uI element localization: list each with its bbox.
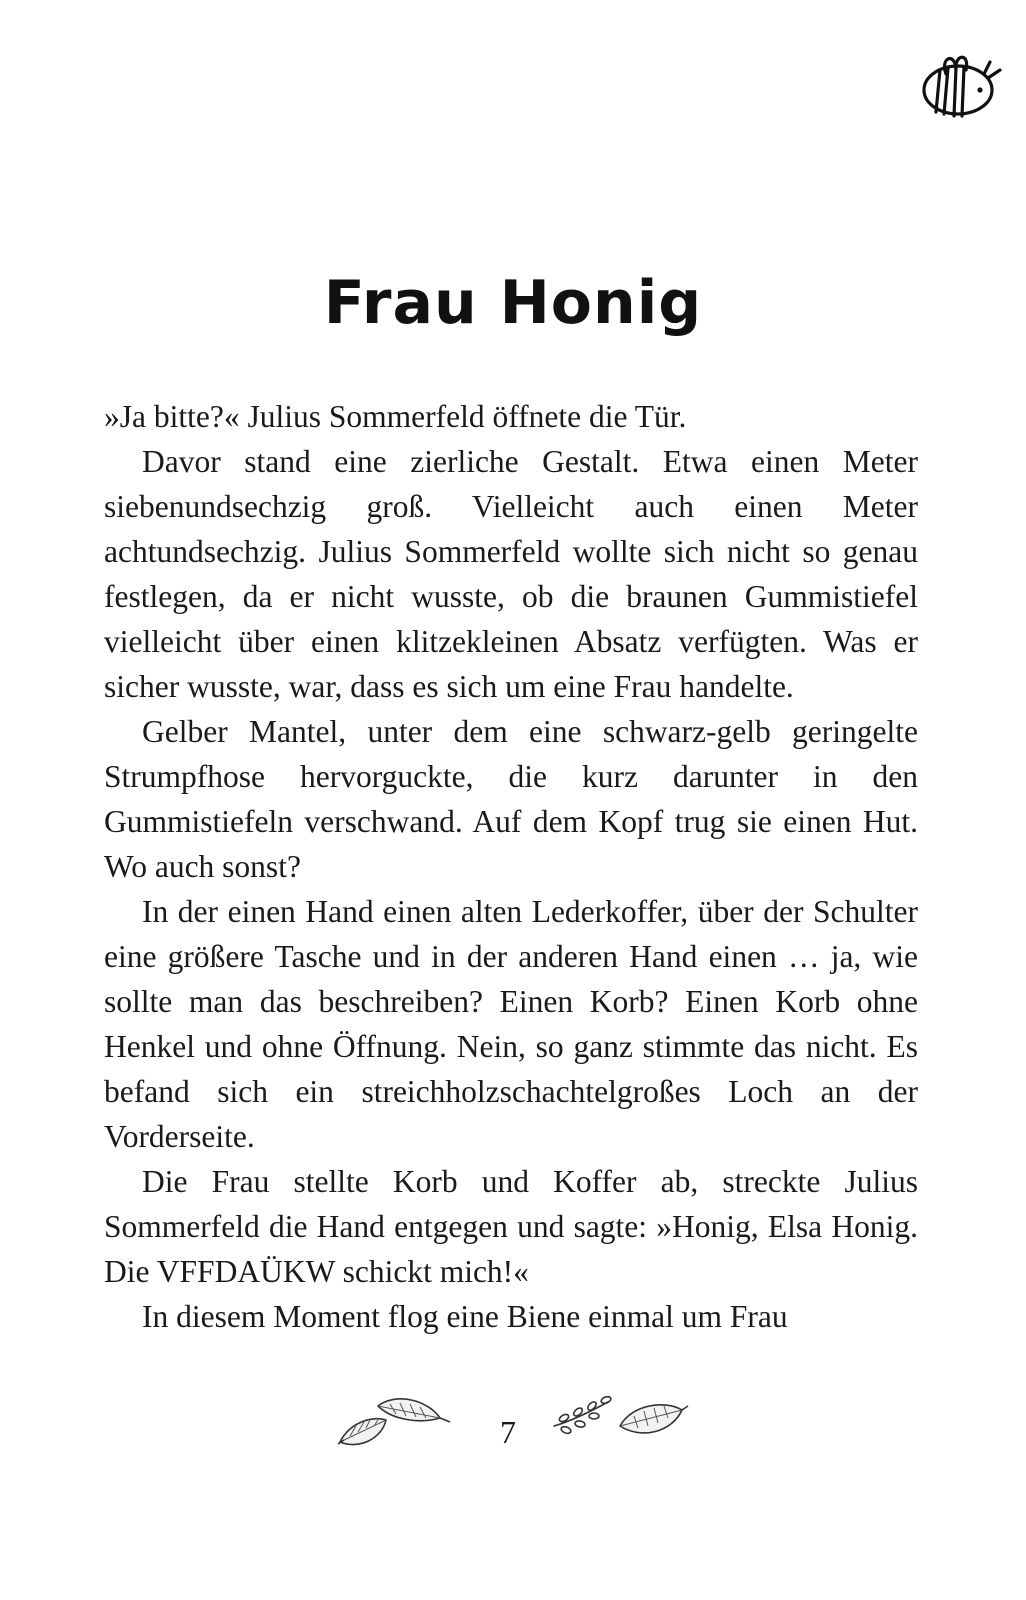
leaves-right-icon [550,1396,690,1466]
page-number: 7 [500,1414,516,1450]
page-footer [0,1394,1026,1474]
paragraph: Gelber Mantel, unter dem eine schwarz-gelb geringelte Strumpfhose hervorguckte, die kurz darunter in den Gummistiefeln verschwand. Auf dem Kopf trug sie einen Hut. Wo auch sonst? [104,714,918,884]
paragraph: In der einen Hand einen alten Lederkoffer, über der Schulter eine größere Tasche und in der anderen Hand einen … ja, wie sollte man das beschreiben? Einen Korb? Einen Korb ohne Henkel und ohne Öffnung. Nein, so ganz stimmte das nicht. Es befand sich ein streichholzschachtelgroßes Loch an der Vorderseite. [104,894,918,1154]
body-text [104,394,918,1339]
paragraph: Davor stand eine zierliche Gestalt. Etwa einen Meter siebenundsechzig groß. Vielleicht auch einen Meter achtundsechzig. Julius Sommerfeld wollte sich nicht so genau festlegen, da er nicht wusste, ob die braunen Gummistiefel vielleicht über einen klitzekleinen Absatz verfügten. Was er sicher wusste, war, dass es sich um eine Frau handelte. [104,444,918,704]
chapter-title: Frau Honig [323,268,703,338]
leaves-left-icon [336,1394,456,1474]
paragraph: Die Frau stellte Korb und Koffer ab, streckte Julius Sommerfeld die Hand entgegen und sagte: »Honig, Elsa Honig. Die VFFDAÜKW schickt mich!« [104,1164,918,1289]
paragraph: »Ja bitte?« Julius Sommerfeld öffnete die Tür. [104,399,687,434]
bee-icon [918,44,1008,134]
paragraph: In diesem Moment flog eine Biene einmal um Frau [142,1299,788,1334]
